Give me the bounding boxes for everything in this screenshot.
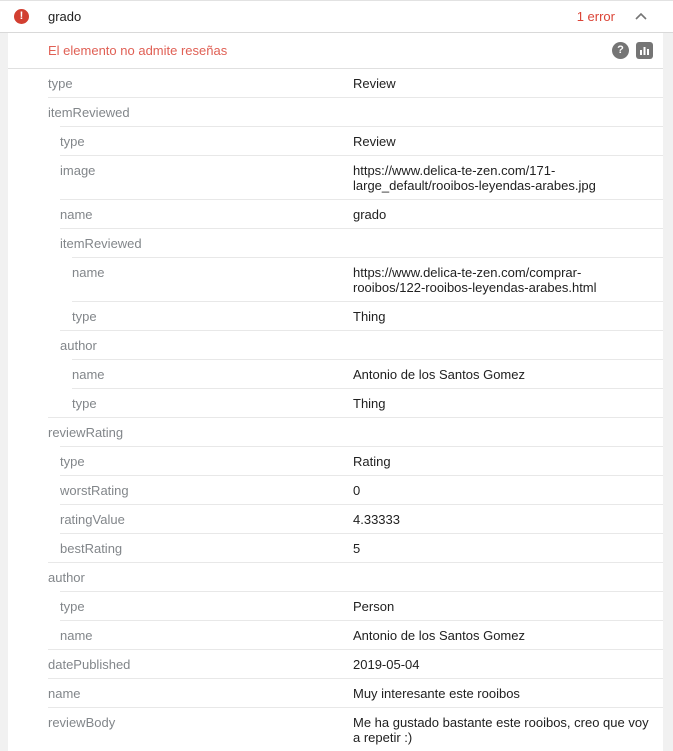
table-row[interactable] [60, 591, 663, 620]
bar-chart-icon[interactable] [636, 42, 653, 59]
property-value: Antonio de los Santos Gomez [353, 367, 525, 382]
property-key: ratingValue [60, 512, 125, 527]
table-row[interactable] [48, 649, 663, 678]
property-key: datePublished [48, 657, 131, 672]
error-icon-glyph: ! [19, 10, 24, 22]
property-key: type [60, 454, 85, 469]
help-icon-glyph: ? [617, 44, 624, 56]
property-value: 5 [353, 541, 361, 556]
property-value [353, 105, 663, 120]
property-value [353, 425, 663, 440]
property-value [353, 338, 663, 353]
property-value: 2019-05-04 [353, 657, 420, 672]
property-key: name [72, 265, 105, 280]
table-row[interactable] [48, 678, 663, 707]
item-detail-card [8, 33, 663, 751]
property-key: type [72, 396, 97, 411]
table-row[interactable] [72, 301, 663, 330]
table-row[interactable] [60, 228, 663, 257]
table-row[interactable] [60, 155, 663, 199]
table-row[interactable] [48, 69, 663, 97]
property-value: Rating [353, 454, 391, 469]
table-row[interactable] [48, 562, 663, 591]
property-key: author [48, 570, 85, 585]
property-key: itemReviewed [60, 236, 142, 251]
property-key: name [60, 207, 93, 222]
error-count-label: 1 error [576, 9, 615, 24]
table-row[interactable] [60, 126, 663, 155]
property-value: Person [353, 599, 395, 614]
error-message: El elemento no admite reseñas [48, 43, 228, 58]
property-key: type [48, 76, 73, 91]
property-value [353, 236, 663, 251]
error-icon [14, 9, 29, 24]
table-row[interactable] [60, 330, 663, 359]
property-key: image [60, 163, 96, 178]
item-header[interactable] [0, 0, 673, 33]
property-value: Thing [353, 396, 386, 411]
property-key: reviewRating [48, 425, 124, 440]
error-banner [8, 33, 663, 69]
table-row[interactable] [72, 257, 663, 301]
property-value: https://www.delica-te-zen.com/comprar-rooibos/122-rooibos-leyendas-arabes.html [353, 265, 597, 295]
property-key: type [72, 309, 97, 324]
property-key: name [48, 686, 81, 701]
property-key: author [60, 338, 97, 353]
chevron-up-icon[interactable] [635, 13, 647, 20]
table-row[interactable] [60, 504, 663, 533]
property-key: bestRating [60, 541, 123, 556]
table-row[interactable] [48, 417, 663, 446]
help-icon[interactable] [612, 42, 629, 59]
table-row[interactable] [60, 446, 663, 475]
property-value: https://www.delica-te-zen.com/171-large_default/rooibos-leyendas-arabes.jpg [353, 163, 596, 193]
table-row[interactable] [60, 199, 663, 228]
property-value [353, 570, 663, 585]
property-value: Thing [353, 309, 386, 324]
property-key: name [72, 367, 105, 382]
property-value: Me ha gustado bastante este rooibos, creo que voy a repetir :) [353, 715, 649, 745]
property-key: itemReviewed [48, 105, 130, 120]
item-title: grado [48, 9, 82, 24]
property-key: type [60, 599, 85, 614]
property-value: Review [353, 76, 396, 91]
property-value: 4.33333 [353, 512, 400, 527]
table-row[interactable] [60, 620, 663, 649]
property-key: worstRating [60, 483, 129, 498]
property-key: type [60, 134, 85, 149]
table-row[interactable] [48, 707, 663, 751]
property-key: name [60, 628, 93, 643]
property-value: Review [353, 134, 396, 149]
property-table [8, 69, 663, 751]
table-row[interactable] [72, 388, 663, 417]
banner-icons [612, 42, 653, 59]
table-row[interactable] [60, 475, 663, 504]
table-row[interactable] [60, 533, 663, 562]
property-key: reviewBody [48, 715, 116, 730]
property-value: 0 [353, 483, 361, 498]
table-row[interactable] [72, 359, 663, 388]
property-value: Muy interesante este rooibos [353, 686, 520, 701]
property-value: Antonio de los Santos Gomez [353, 628, 525, 643]
table-row[interactable] [48, 97, 663, 126]
property-value: grado [353, 207, 387, 222]
